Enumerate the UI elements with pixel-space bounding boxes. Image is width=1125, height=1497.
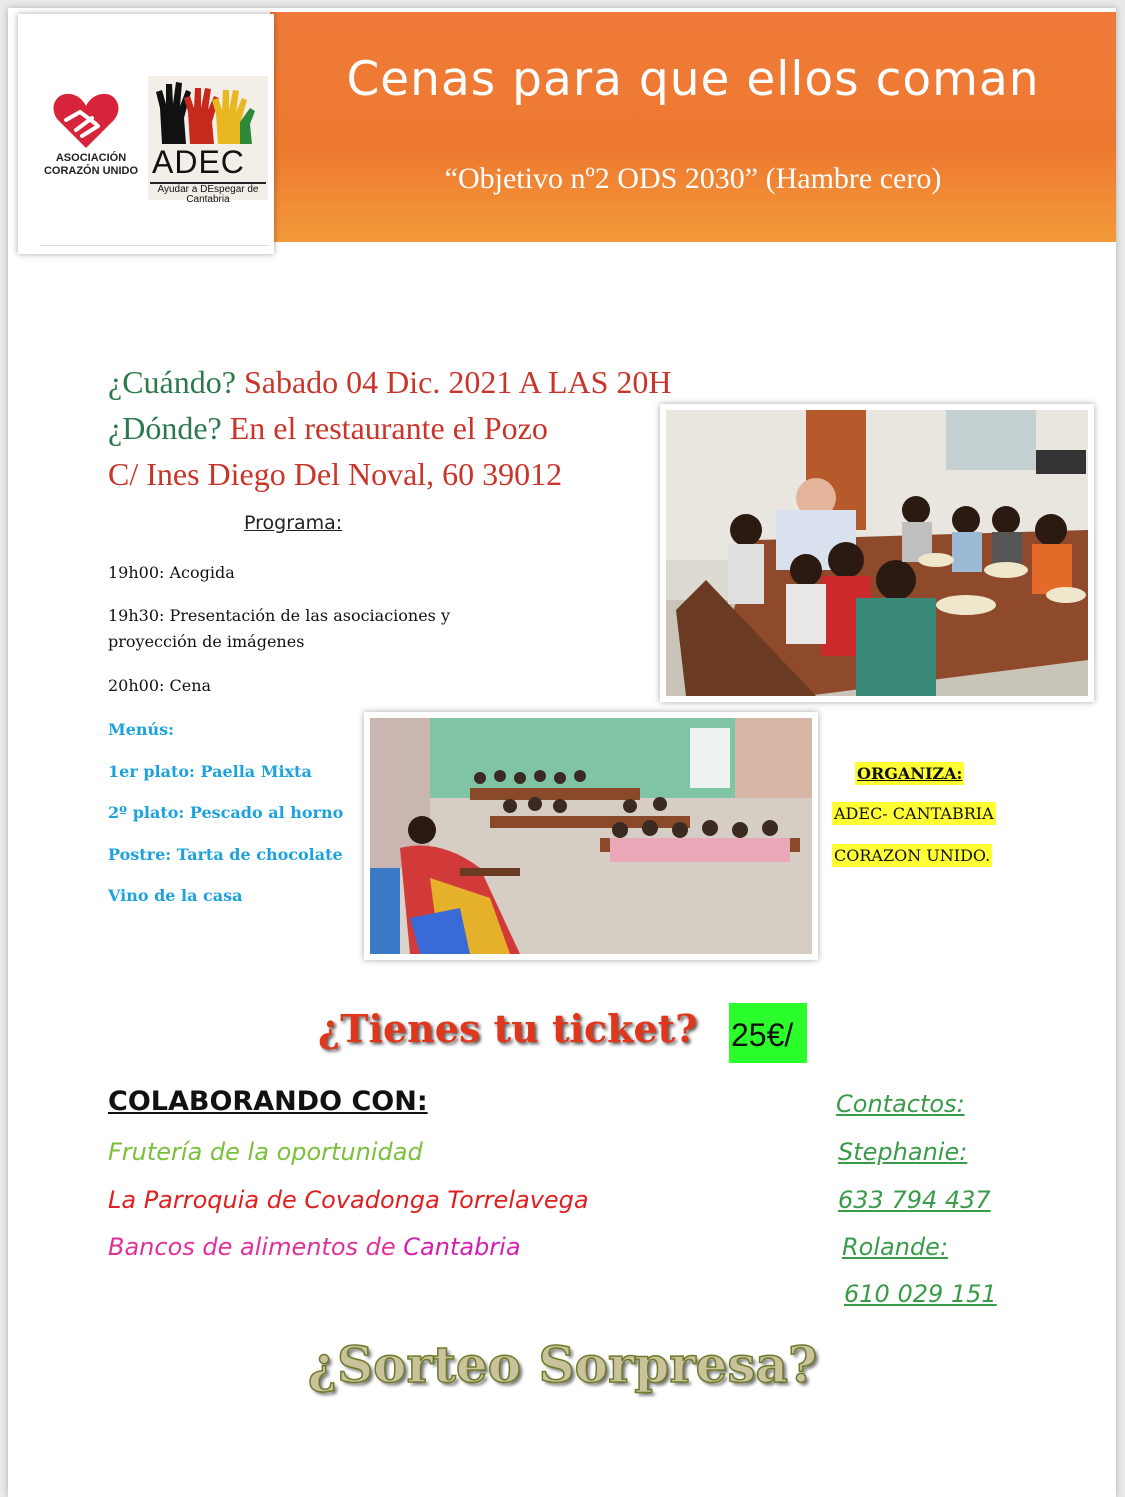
collaborator-item: La Parroquia de Covadonga Torrelavega: [108, 1186, 589, 1214]
contact-phone[interactable]: 633 794 437: [838, 1186, 991, 1214]
menu-item: Vino de la casa: [108, 886, 243, 905]
contacts-title: Contactos:: [836, 1090, 965, 1118]
program-item: 20h00: Cena: [108, 676, 212, 695]
menu-title: Menús:: [108, 720, 175, 739]
program-item: proyección de imágenes: [108, 632, 305, 651]
header-banner: [270, 12, 1116, 242]
where-label: ¿Dónde?: [108, 410, 222, 446]
collaborator-text: Bancos de alimentos de: [108, 1233, 404, 1261]
adec-logo: [148, 76, 268, 205]
contact-phone[interactable]: 610 029 151: [844, 1280, 997, 1308]
heart-hands-icon: [52, 90, 120, 150]
photo-children-dining: [660, 404, 1094, 702]
page-subtitle: “Objetivo nº2 ODS 2030” (Hambre cero): [444, 162, 942, 195]
menu-item: Postre: Tarta de chocolate: [108, 845, 343, 864]
event-address: C/ Ines Diego Del Noval, 60 39012: [108, 456, 563, 492]
when-value: Sabado 04 Dic. 2021 A LAS 20H: [243, 364, 672, 400]
event-where: [108, 410, 548, 447]
ticket-price: 25€/: [729, 1003, 807, 1063]
program-item: 19h30: Presentación de las asociaciones y: [108, 606, 451, 625]
photo-dining-hall: [364, 712, 818, 960]
contact-name: Rolande:: [842, 1233, 949, 1261]
adec-logo-name: ADEC: [152, 144, 245, 180]
collaborator-text: Cantabria: [403, 1233, 521, 1261]
page-title: Cenas para que ellos coman: [346, 52, 1040, 107]
raffle-banner: ¿Sorteo Sorpresa?: [307, 1335, 818, 1394]
program-title: Programa:: [244, 512, 343, 534]
logos-box: [18, 14, 274, 254]
when-label: ¿Cuándo?: [108, 364, 236, 400]
organizer-item: ADEC- CANTABRIA: [834, 804, 994, 823]
menu-item: 1er plato: Paella Mixta: [108, 762, 312, 781]
event-when: [108, 364, 672, 401]
ticket-question: ¿Tienes tu ticket?: [318, 1006, 698, 1051]
collaborator-item: [108, 1233, 521, 1261]
corazon-unido-logo-text: ASOCIACIÓN CORAZÓN UNIDO: [43, 152, 139, 177]
collaborator-item: Frutería de la oportunidad: [108, 1138, 423, 1166]
adec-logo-tagline: Ayudar a DEspegar de Cantabria: [150, 182, 266, 205]
collaborators-title: COLABORANDO CON:: [108, 1086, 428, 1117]
contact-name: Stephanie:: [838, 1138, 968, 1166]
program-item: 19h00: Acogida: [108, 563, 235, 582]
raised-hands-icon: [154, 78, 264, 144]
organizer-item: CORAZON UNIDO.: [834, 846, 991, 865]
divider: [40, 245, 270, 246]
organizers-title: ORGANIZA:: [857, 764, 963, 783]
where-value: En el restaurante el Pozo: [229, 410, 548, 446]
menu-item: 2º plato: Pescado al horno: [108, 803, 344, 822]
